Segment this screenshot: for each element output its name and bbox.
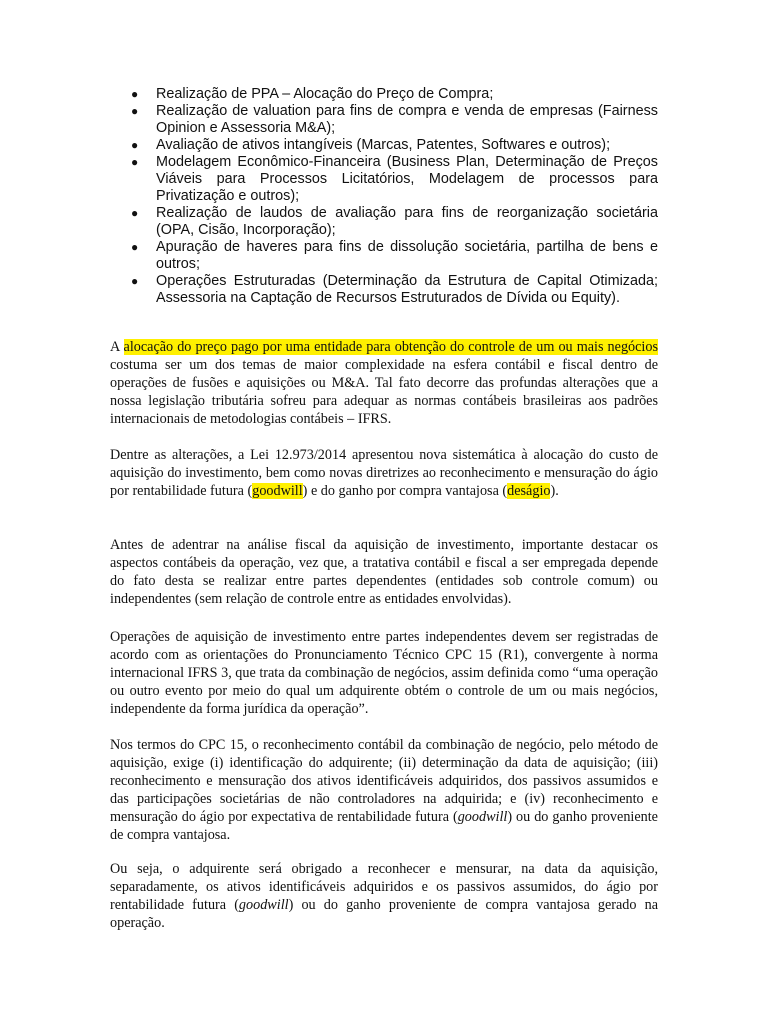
text-run: Ou seja, o adquirente será obrigado a reconhecer e mensurar, na data da aquisição, separadamente, os ativos identificáveis adquiridos e os passivos assumidos, do ágio por rentabilidade futura ( (110, 861, 658, 913)
list-item (128, 103, 658, 137)
list-item (128, 137, 658, 154)
bullet-icon: ● (131, 104, 139, 118)
bullet-icon: ● (131, 206, 139, 220)
list-item (128, 86, 658, 103)
list-item-text: Realização de valuation para fins de compra e venda de empresas (Fairness Opinion e Assessoria M&A); (156, 103, 658, 136)
list-item-text: Realização de PPA – Alocação do Preço de Compra; (156, 86, 494, 102)
list-item-text: Operações Estruturadas (Determinação da Estrutura de Capital Otimizada; Assessoria na Captação de Recursos Estruturados de Dívida ou Equity). (156, 273, 658, 306)
highlighted-text: deságio (507, 483, 551, 499)
text-run: ) e do ganho por compra vantajosa ( (302, 483, 508, 499)
bullet-icon: ● (131, 274, 139, 288)
text-run: ) ou do ganho proveniente de compra vantajosa. (110, 809, 658, 843)
text-run: Dentre as alterações, a Lei 12.973/2014 apresentou nova sistemática à alocação do custo de aquisição do investimento, bem como novas diretrizes ao reconhecimento e mensuração do ágio por rentabilidade futura ( (110, 447, 658, 499)
bullet-icon: ● (131, 87, 139, 101)
italic-text: goodwill (457, 809, 508, 825)
list-item (128, 239, 658, 273)
bullet-icon: ● (131, 240, 139, 254)
paragraph-intro (110, 338, 658, 428)
list-item-text: Modelagem Econômico-Financeira (Business Plan, Determinação de Preços Viáveis para Processos Licitatórios, Modelagem de processos para Privatização e outros); (156, 154, 658, 204)
bullet-icon: ● (131, 155, 139, 169)
list-item (128, 273, 658, 307)
highlighted-text: alocação do preço pago por uma entidade para obtenção do controle de um ou mais negócios (123, 339, 658, 355)
services-bullet-list (128, 86, 658, 307)
list-item (128, 154, 658, 205)
italic-text: goodwill (238, 897, 289, 913)
list-item-text: Apuração de haveres para fins de dissolução societária, partilha de bens e outros; (156, 239, 658, 272)
list-item-text: Avaliação de ativos intangíveis (Marcas, Patentes, Softwares e outros); (156, 137, 611, 153)
text-run: ). (550, 483, 559, 499)
list-item-text: Realização de laudos de avaliação para fins de reorganização societária (OPA, Cisão, Incorporação); (156, 205, 658, 238)
text-run: ) ou do ganho proveniente de compra vantajosa gerado na operação. (110, 897, 658, 931)
paragraph-accounting-aspects: Antes de adentrar na análise fiscal da aquisição de investimento, importante destacar os aspectos contábeis da operação, vez que, a tratativa contábil e fiscal a ser empregada depende do fato desta se realizar entre partes dependentes (entidades sob controle comum) ou independentes (sem relação de controle entre as entidades envolvidas). (110, 537, 658, 607)
bullet-icon: ● (131, 138, 139, 152)
text-run: costuma ser um dos temas de maior complexidade na esfera contábil e fiscal dentro de operações de fusões e aquisições ou M&A. Tal fato decorre das profundas alterações que a nossa legislação tributária sofreu para adequar as normas contábeis brasileiras aos padrões internacionais de metodologias contábeis – IFRS. (110, 357, 658, 427)
paragraph-law-changes (110, 446, 658, 500)
paragraph-cpc15 (110, 736, 658, 844)
highlighted-text: goodwill (252, 483, 303, 499)
paragraph-conclusion (110, 860, 658, 932)
list-item (128, 205, 658, 239)
text-run: A (110, 339, 124, 355)
paragraph-independent-parties: Operações de aquisição de investimento entre partes independentes devem ser registradas de acordo com as orientações do Pronunciamento Técnico CPC 15 (R1), convergente à norma internacional IFRS 3, que trata da combinação de negócios, assim definida como “uma operação ou outro evento por meio do qual um adquirente obtém o controle de um ou mais negócios, independente da forma jurídica da operação”. (110, 629, 658, 717)
text-run: Nos termos do CPC 15, o reconhecimento contábil da combinação de negócio, pelo método de aquisição, exige (i) identificação do adquirente; (ii) determinação da data de aquisição; (iii) reconhecimento e mensuração dos ativos identificáveis adquiridos, dos passivos assumidos e das participações societárias de não controladores na adquirida; e (iv) reconhecimento e mensuração do ágio por expectativa de rentabilidade futura ( (110, 737, 658, 825)
